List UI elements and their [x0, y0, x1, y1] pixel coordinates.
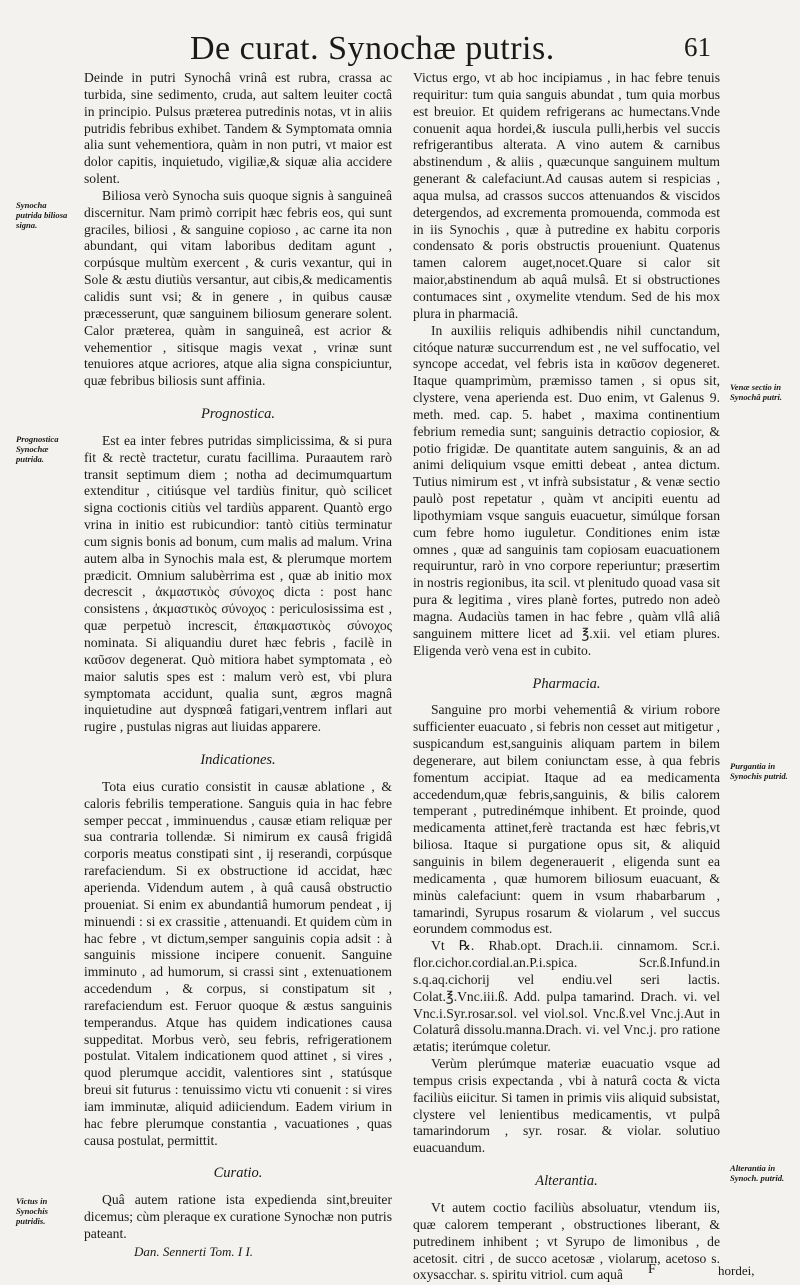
paragraph: Verùm plerúmque materiæ euacuatio vsque ad tempus crisis expectanda , vbi à naturâ cocta & victa faciliùs eiicitur. Si tamen in primis viis aliquid subsistat, clystere vel lenientibus medicamentis, vt pulpâ tamarindorum , syr. rosar. & violar. solutiuo euacuandum. — [413, 1056, 720, 1156]
margin-note-right-3: Alterantia in Synoch. putrid. — [730, 1163, 785, 1183]
margin-note-left-3: Victus in Synochis putridis. — [16, 1196, 48, 1226]
page-title: De curat. Synochæ putris. — [190, 30, 555, 67]
left-column — [84, 70, 392, 1243]
margin-note-right-1: Venæ sectio in Synochâ putri. — [730, 382, 783, 402]
section-heading-curatio: Curatio. — [213, 1165, 263, 1182]
paragraph: Biliosa verò Synocha suis quoque signis à sanguineâ discernitur. Nam primò corripit hæc febris eos, qui sunt graciles, biliosi , & sanguine copioso , ac carne ita non abundant, qui vitam laboribus deditam agunt , corpúsque multùm exercent , & curis vexantur, qui in Sole & æstu diutiùs versantur, aut cibis,& medicamentis calidis sunt vsi; & in genere , in quibus causæ præcesserunt, quæ sanguinem biliosum generare solent. Calor præterea, quàm in sanguineâ, est acrior & vehementior , sitisque magis vexat , vrinæ sunt tenuiores atque acriores, atque alia signa conspiciuntur, quæ febribus biliosis sunt affinia. — [84, 187, 392, 389]
paragraph: Victus ergo, vt ab hoc incipiamus , in hac febre tenuis requiritur: tum quia sanguis abundat , tum quia morbus est breuior. Et quidem refrigerans ac humectans.Vnde conuenit aqua hordei,& iuscula pulli,herbis vel succis refrigerantibus alterata. A vino autem & carnibus abstinendum , & aliis , quæcunque sanguinem multum generant & calefaciunt.Ad causas autem si respicias , aqua mulsa, ad crassos succos attenuandos & viscidos detergendos, ad excrementa promouenda, commoda est in iis Synochis , quæ à putredine ex habitu corporis condensato & poris obstructis proueniunt. Quatenus tamen calorem auget,nocet.Quare si calor sit maior,abstinendum ab aquâ mulsâ. Et si obstructiones contumaces sint , oxymelite vtendum. Sed de his mox plura in pharmaciâ. — [413, 70, 720, 321]
paragraph: Vt autem coctio faciliùs absoluatur, vtendum iis, quæ calorem temperant , obstructiones liberant, & putredinem inhibent ; vt Syrupo de limonibus , de acetosit. citri , de succo acetosæ , violarum, acetoso s. oxysacchar. s. spiritu vitriol. cum aquâ — [413, 1200, 720, 1283]
paragraph: Quâ autem ratione ista expedienda sint,breuiter dicemus; cùm pleraque ex curatione Synochæ non putris pateant. — [84, 1192, 392, 1241]
margin-note-left-2: Prognostica Synochæ putrida. — [16, 434, 59, 464]
signature-mark: F — [648, 1262, 656, 1277]
right-column — [413, 70, 720, 1284]
section-heading-pharmacia: Pharmacia. — [532, 675, 601, 692]
paragraph: Tota eius curatio consistit in causæ ablatione , & caloris febrilis temperatione. Sanguis quia in hac febre semper peccat , imminuendus , causæ etiam reliquæ per sua contraria tollendæ. Si nimirum ex causâ frigidâ corporis meatus constipati sint , ij reserandi, corpúsque rarefaciendum. Si ex obstructione id accidat, hæc aperienda. Videndum autem , à quâ causâ obstructio proueniat. Si enim ex abundantiâ humorum pendeat , ij minuendi : si ex crassitie , attenuandi. Et quidem cùm in hac febre , vt dictum,semper sanguinis copia adsit : à sanguinis missione incipere conuenit. Sanguine imminuto , ad humorum, si crassi sint , extenuationem accedendum , & corpus, si constipatum sit , rarefaciendum est. Feruor quoque & æstus sanguinis temperandus. Atque has quidem indicationes causa suppeditat. Morbus verò, seu febris, refrigerationem postulat. Vitalem indicationem quod attinet , si vires , quod plerumque accidit, valentiores sint , statúsque breui sit futurus : tenuissimo victu vti conuenit : si vires iam imminutæ, aliquid adiiciendum. Eadem virium in hac febre plerumque constantia , vacuationes , quas causa postulat, permittit. — [84, 778, 392, 1148]
section-heading-alterantia: Alterantia. — [535, 1173, 598, 1190]
paragraph: Deinde in putri Synochâ vrinâ est rubra, crassa ac turbida, sine sedimento, cruda, aut saltem leuiter coctâ in principio. Pulsus præterea putredinis notas, vt in aliis putridis febribus exhibet. Tandem & Symptomata omnia alia sunt vehementiora, quàm in non putri, vt maior est dolor capitis, inquietudo, vigiliæ,& siquæ alia accidere solent. — [84, 70, 392, 187]
margin-note-left-1: Synocha putrida biliosa signa. — [16, 200, 68, 230]
section-heading-indicationes: Indicationes. — [200, 752, 276, 769]
page-number: 61 — [684, 32, 711, 62]
paragraph: In auxiliis reliquis adhibendis nihil cunctandum, citóque naturæ succurrendum est , ne vel suffocatio, vel syncope accedat, vel febris ista in καῦσον degeneret. Itaque quamprimùm, præmisso tamen , si opus sit, clystere, vena aperienda est. Duo enim, vt Galenus 9. meth. med. cap. 5. habet , maxima continentium febrium remedia sunt; sanguinis detractio copiosior, & potio frigidæ. De quantitate autem sanguinis, & an ad animi deliquium vsque emitti debeat , antea dictum. Tutius nimirum est , vt infrà subsistatur , & venæ sectio paulò post repetatur , quàm vt ancipiti euentu ad lipothymiam vsque sanguis euacuetur, simúlque forsan cum febre homo iuguletur. Conditiones enim istæ omnes , quæ ad sanguinis tam copiosam euacuationem requiruntur, rarò in vno corpore reperiuntur; præsertim in nostris regionibus, ita scil. vt plenitudo quoad vasa sit pura & legitima , vires planè fortes, putredo non adeò magna. Audaciùs tamen in hac febre , quàm vllâ aliâ sanguinem mittere licet ad ℥.xii. vel etiam plures. Eligenda verò vena est in cubito. — [413, 322, 720, 658]
paragraph: Vt ℞. Rhab.opt. Drach.ii. cinnamom. Scr.i. flor.cichor.cordial.an.P.i.spica. Scr.ß.Infund.in s.q.aq.cichorij vel endiu.vel seri lactis. Colat.℥.Vnc.iii.ß. Add. pulpa tamarind. Drach. vi. vel Vnc.i.Syr.rosar.sol. vel viol.sol. Vnc.ß.vel Vnc.j.Aut in Colaturâ dissolu.manna.Drach. vi. vel Vnc.j. pro ratione ætatis; iterúmque coletur. — [413, 938, 720, 1055]
margin-note-right-2: Purgantia in Synochis putrid. — [730, 761, 788, 781]
catchword: hordei, — [718, 1263, 755, 1278]
paragraph: Est ea inter febres putridas simplicissima, & si pura fit & rectè tractetur, curatu facillima. Puraautem rarò transit septimum diem ; notha ad decimumquartum extenditur , citiúsque vel tardiùs finitur, quò scilicet signa coctionis citiùs vel tardiùs apparent. Quantò ergo vrina in initio est rubicundior: tantò citiùs terminatur cum signis bonis ad bonum, cum malis ad malum. Vrina autem alba in Synochis mala est, & plerumque mortem prædicit. Omnium salubèrrima est , quæ ab initio mox decrescit , ἀκμαστικὸς σύνοχος dicta : post hanc consistens , ἀκμαστικὸς σύνοχος : periculosissima est , quæ perpetuò increscit, ἐπακμαστικὸς σύνοχος nominata. Si aliquandiu duret hæc febris , facilè in καῦσον degenerat. Quò mitiora habet symptomata , eò maior salutis spes est : malum verò est, vbi plura symptomata accidunt, qualia sunt, ægros magnâ inquietudine aut dyspnœâ fatigari,ventrem inflari aut rugire , pustulas nigras aut liuidas apparere. — [84, 432, 392, 735]
signature-line: Dan. Sennerti Tom. I I. — [134, 1244, 254, 1259]
paragraph: Sanguine pro morbi vehementiâ & virium robore sufficienter euacuato , si febris non cesset aut mitigetur , suspicandum est,sanguinis aliquam partem in bilem degenerare, aut bilem coniunctam esse, à qua febris fomentum accipiat. Itaque ad ea medicamenta accedendum,quæ febris,sanguinis, & bilis calorem temperant , putredinémque inhibent. Et proinde, quod medicamenta attinet,ferè tractanda est hæc febris,vt biliosa. Itaque si purgatione opus sit, & aliquid sanguinis in bilem degenerauerit , eligenda sunt ea medicamenta , quæ humorem biliosum euacuant, & minùs calefaciunt: quem in vsum rhabarbarum , tamarindi, Syrupus rosarum & violarum , vel succus eorundem commodus est. — [413, 702, 720, 937]
section-heading-prognostica: Prognostica. — [201, 406, 275, 423]
